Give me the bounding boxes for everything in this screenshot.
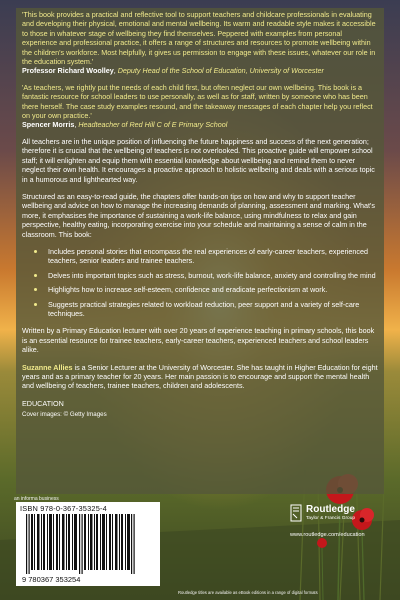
footer-note: Routledge titles are available as eBook editions in a range of digital formats [178, 590, 318, 595]
routledge-logo-icon [290, 504, 302, 522]
quote-1-attribution: Professor Richard Woolley, Deputy Head of the School of Education, University of Worcester [22, 66, 324, 76]
author-bio-text: is a Senior Lecturer at the University of Worcester. She has taught in Higher Education for eight years and as a primary teacher for 20 years. Her main passion is to encourage and support the mental health and wellbeing of teachers, trainee teachers, children and adolescents. [22, 362, 378, 391]
informa-tag: an informa business [14, 496, 59, 502]
publisher-url[interactable]: www.routledge.com/education [290, 532, 365, 538]
list-item: Includes personal stories that encompass the real experiences of early-career teachers, experienced teachers, senior leaders and trainee teachers. [22, 247, 378, 266]
publisher-sub: Taylor & Francis Group [306, 516, 356, 521]
quote-1-role: Deputy Head of the School of Education, University of Worcester [117, 66, 324, 76]
quote-2-name: Spencer Morris [22, 120, 75, 130]
barcode-digits: 9 780367 353254 [22, 575, 81, 584]
author-name: Suzanne Allies [22, 362, 73, 372]
bullet-icon [34, 250, 37, 253]
summary-paragraph: Written by a Primary Education lecturer with over 20 years of experience teaching in primary schools, this book is an essential resource for trainee teachers, early-career teachers, experienced teachers and school leaders alike. [22, 326, 375, 355]
quote-2-role: Headteacher of Red Hill C of E Primary School [78, 120, 228, 130]
list-item: Highlights how to increase self-esteem, confidence and eradicate perfectionism at work. [22, 285, 378, 294]
barcode-block [16, 502, 160, 586]
list-item: Suggests practical strategies related to workload reduction, peer support and a variety of self-care techniques. [22, 300, 378, 319]
bullet-icon [34, 274, 37, 277]
quote-2-text: 'As teachers, we rightly put the needs of each child first, but often neglect our own wellbeing. This book is a fantastic resource for school leaders to use personally, as well as for staff, written by someone who has been there herself. The case study examples resound, and the takeaway messages of each chapter help you reflect on your own practice.' [22, 82, 373, 121]
back-cover-content [22, 10, 378, 418]
cover-credit: Cover images: © Getty Images [22, 410, 107, 418]
bullet-icon [34, 288, 37, 291]
author-bio [22, 363, 378, 391]
bullet-icon [34, 303, 37, 306]
paragraph-2: Structured as an easy-to-read guide, the chapters offer hands-on tips on how and why to support teacher wellbeing and advice on how to manage the increasing demands of planning, assessment and marking. What's more, it emphasises the importance of sustaining a work-life balance, using mindfulness to relax and gain perspective, healthy eating, incorporating exercise into your schedule and maintaining a sense of calm in the classroom. This book: [22, 191, 375, 239]
quote-1-text: 'This book provides a practical and reflective tool to support teachers and childcare professionals in evaluating and developing their physical, emotional and mental wellbeing. Its warm and readable style makes it accessible to those in whatever stage of wellbeing they find themselves. Peppered with examples from personal experience and professional practice, it offers a range of structures and resources to promote wellbeing within the children's workforce. Most helpfully, it gives us permission to engage with these issues, whatever our role in the education system.' [22, 10, 376, 67]
category-label: EDUCATION [22, 398, 64, 408]
feature-list [22, 247, 378, 318]
quote-1-name: Professor Richard Woolley [22, 66, 114, 76]
publisher-name: Routledge [306, 504, 355, 515]
quote-2-attribution: Spencer Morris, Headteacher of Red Hill C of E Primary School [22, 120, 228, 130]
list-item: Delves into important topics such as stress, burnout, work-life balance, anxiety and controlling the mind [22, 271, 378, 280]
barcode-icon [20, 514, 156, 584]
isbn-label: ISBN 978-0-367-35325-4 [20, 504, 107, 513]
paragraph-1: All teachers are in the unique position of influencing the future happiness and success of the next generation; therefore it is crucial that the wellbeing of teachers is not overlooked. This proactive guide will empower school staff; it will enlighten and equip them with essential knowledge about wellbeing and remind them to never neglect their own health. It encourages a proactive approach to holistic wellbeing and deals with a serious topic in a humorous and lighthearted way. [22, 136, 375, 184]
